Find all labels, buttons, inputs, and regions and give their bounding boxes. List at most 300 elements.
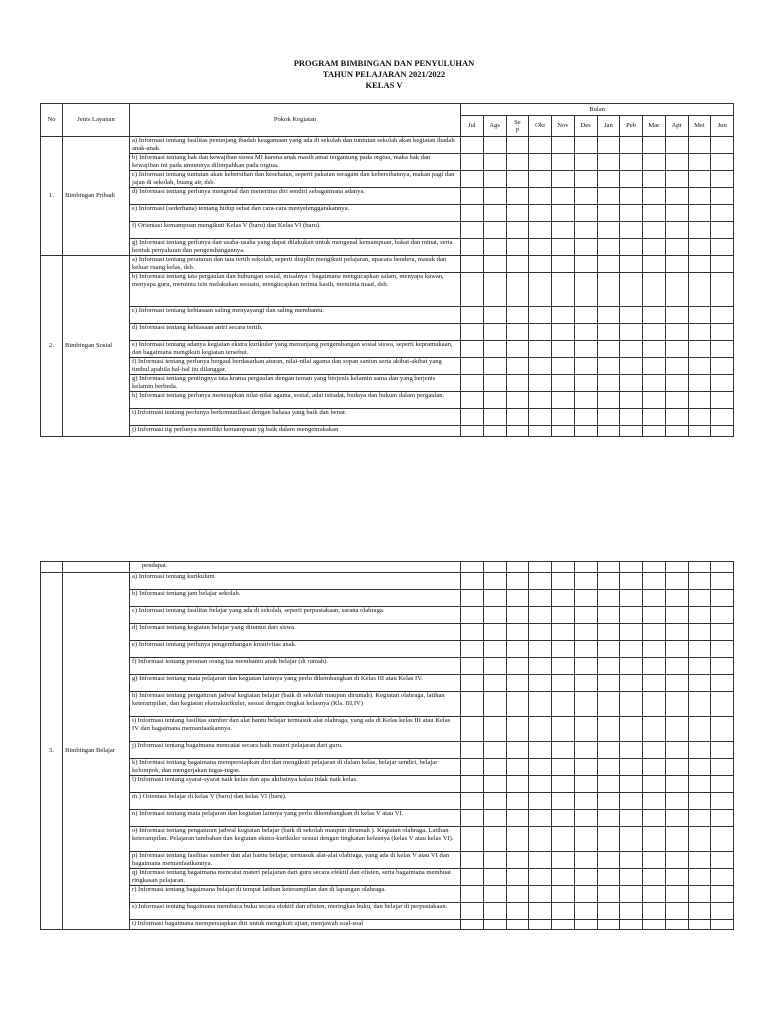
month-cell[interactable] [506,793,529,810]
month-cell[interactable] [643,239,666,256]
month-cell[interactable] [665,324,688,341]
month-cell[interactable] [506,675,529,692]
month-cell[interactable] [711,426,734,437]
month-cell[interactable] [461,562,484,573]
month-cell[interactable] [711,827,734,852]
month-cell[interactable] [597,692,620,717]
month-cell[interactable] [461,852,484,869]
month-cell[interactable] [620,375,643,392]
month-cell[interactable] [574,903,597,920]
month-cell[interactable] [643,256,666,273]
month-cell[interactable] [461,205,484,222]
month-cell[interactable] [506,717,529,742]
month-cell[interactable] [506,573,529,590]
month-cell[interactable] [529,222,552,239]
month-cell[interactable] [711,717,734,742]
month-cell[interactable] [665,810,688,827]
month-cell[interactable] [597,903,620,920]
month-cell[interactable] [529,590,552,607]
month-cell[interactable] [688,239,711,256]
month-cell[interactable] [461,903,484,920]
month-cell[interactable] [461,307,484,324]
month-cell[interactable] [597,392,620,409]
month-cell[interactable] [483,426,506,437]
month-cell[interactable] [688,137,711,154]
month-cell[interactable] [506,409,529,426]
month-cell[interactable] [688,324,711,341]
month-cell[interactable] [643,573,666,590]
month-cell[interactable] [483,903,506,920]
month-cell[interactable] [665,624,688,641]
month-cell[interactable] [552,137,575,154]
month-cell[interactable] [643,392,666,409]
month-cell[interactable] [643,426,666,437]
month-cell[interactable] [461,827,484,852]
month-cell[interactable] [529,188,552,205]
month-cell[interactable] [711,607,734,624]
month-cell[interactable] [574,188,597,205]
month-cell[interactable] [597,205,620,222]
month-cell[interactable] [461,137,484,154]
month-cell[interactable] [506,590,529,607]
month-cell[interactable] [574,692,597,717]
month-cell[interactable] [620,903,643,920]
month-cell[interactable] [552,742,575,759]
month-cell[interactable] [483,273,506,307]
month-cell[interactable] [688,273,711,307]
month-cell[interactable] [665,573,688,590]
month-cell[interactable] [552,852,575,869]
month-cell[interactable] [506,222,529,239]
month-cell[interactable] [574,205,597,222]
month-cell[interactable] [574,886,597,903]
month-cell[interactable] [552,358,575,375]
month-cell[interactable] [711,324,734,341]
month-cell[interactable] [529,717,552,742]
month-cell[interactable] [552,827,575,852]
month-cell[interactable] [483,624,506,641]
month-cell[interactable] [506,171,529,188]
month-cell[interactable] [711,852,734,869]
month-cell[interactable] [529,852,552,869]
month-cell[interactable] [620,742,643,759]
month-cell[interactable] [461,675,484,692]
month-cell[interactable] [529,375,552,392]
month-cell[interactable] [620,810,643,827]
month-cell[interactable] [529,759,552,776]
month-cell[interactable] [461,759,484,776]
month-cell[interactable] [688,810,711,827]
month-cell[interactable] [574,869,597,886]
month-cell[interactable] [461,793,484,810]
month-cell[interactable] [461,239,484,256]
month-cell[interactable] [506,759,529,776]
month-cell[interactable] [529,810,552,827]
month-cell[interactable] [711,256,734,273]
month-cell[interactable] [506,154,529,171]
month-cell[interactable] [711,307,734,324]
month-cell[interactable] [552,392,575,409]
month-cell[interactable] [688,759,711,776]
month-cell[interactable] [665,920,688,930]
month-cell[interactable] [620,188,643,205]
month-cell[interactable] [665,239,688,256]
month-cell[interactable] [643,188,666,205]
month-cell[interactable] [597,256,620,273]
month-cell[interactable] [597,409,620,426]
month-cell[interactable] [529,137,552,154]
month-cell[interactable] [552,562,575,573]
month-cell[interactable] [620,827,643,852]
month-cell[interactable] [620,886,643,903]
month-cell[interactable] [643,869,666,886]
month-cell[interactable] [643,886,666,903]
month-cell[interactable] [552,810,575,827]
month-cell[interactable] [620,562,643,573]
month-cell[interactable] [643,920,666,930]
month-cell[interactable] [711,675,734,692]
month-cell[interactable] [597,869,620,886]
month-cell[interactable] [620,137,643,154]
month-cell[interactable] [688,776,711,793]
month-cell[interactable] [688,717,711,742]
month-cell[interactable] [461,742,484,759]
month-cell[interactable] [506,273,529,307]
month-cell[interactable] [711,869,734,886]
month-cell[interactable] [574,137,597,154]
month-cell[interactable] [461,624,484,641]
month-cell[interactable] [597,239,620,256]
month-cell[interactable] [643,852,666,869]
month-cell[interactable] [597,641,620,658]
month-cell[interactable] [529,171,552,188]
month-cell[interactable] [574,273,597,307]
month-cell[interactable] [597,341,620,358]
month-cell[interactable] [620,358,643,375]
month-cell[interactable] [688,624,711,641]
month-cell[interactable] [665,759,688,776]
month-cell[interactable] [643,658,666,675]
month-cell[interactable] [597,607,620,624]
month-cell[interactable] [665,692,688,717]
month-cell[interactable] [483,675,506,692]
month-cell[interactable] [506,188,529,205]
month-cell[interactable] [665,392,688,409]
month-cell[interactable] [620,692,643,717]
month-cell[interactable] [620,793,643,810]
month-cell[interactable] [688,392,711,409]
month-cell[interactable] [620,392,643,409]
month-cell[interactable] [665,222,688,239]
month-cell[interactable] [688,607,711,624]
month-cell[interactable] [597,658,620,675]
month-cell[interactable] [711,590,734,607]
month-cell[interactable] [552,658,575,675]
month-cell[interactable] [688,573,711,590]
month-cell[interactable] [574,324,597,341]
month-cell[interactable] [483,137,506,154]
month-cell[interactable] [620,607,643,624]
month-cell[interactable] [529,827,552,852]
month-cell[interactable] [529,256,552,273]
month-cell[interactable] [552,641,575,658]
month-cell[interactable] [552,886,575,903]
month-cell[interactable] [711,886,734,903]
month-cell[interactable] [506,869,529,886]
month-cell[interactable] [597,590,620,607]
month-cell[interactable] [461,869,484,886]
month-cell[interactable] [665,776,688,793]
month-cell[interactable] [688,409,711,426]
month-cell[interactable] [620,658,643,675]
month-cell[interactable] [620,171,643,188]
month-cell[interactable] [620,641,643,658]
month-cell[interactable] [506,358,529,375]
month-cell[interactable] [461,324,484,341]
month-cell[interactable] [711,776,734,793]
month-cell[interactable] [620,256,643,273]
month-cell[interactable] [688,307,711,324]
month-cell[interactable] [506,239,529,256]
month-cell[interactable] [665,562,688,573]
month-cell[interactable] [483,256,506,273]
month-cell[interactable] [461,590,484,607]
month-cell[interactable] [506,920,529,930]
month-cell[interactable] [665,742,688,759]
month-cell[interactable] [552,717,575,742]
month-cell[interactable] [711,154,734,171]
month-cell[interactable] [461,717,484,742]
month-cell[interactable] [506,341,529,358]
month-cell[interactable] [643,562,666,573]
month-cell[interactable] [483,692,506,717]
month-cell[interactable] [620,590,643,607]
month-cell[interactable] [461,273,484,307]
month-cell[interactable] [665,205,688,222]
month-cell[interactable] [711,641,734,658]
month-cell[interactable] [529,641,552,658]
month-cell[interactable] [597,358,620,375]
month-cell[interactable] [461,375,484,392]
month-cell[interactable] [620,222,643,239]
month-cell[interactable] [643,137,666,154]
month-cell[interactable] [643,827,666,852]
month-cell[interactable] [483,810,506,827]
month-cell[interactable] [643,324,666,341]
month-cell[interactable] [529,341,552,358]
month-cell[interactable] [620,409,643,426]
month-cell[interactable] [643,810,666,827]
month-cell[interactable] [620,239,643,256]
month-cell[interactable] [461,256,484,273]
month-cell[interactable] [483,392,506,409]
month-cell[interactable] [506,324,529,341]
month-cell[interactable] [529,392,552,409]
month-cell[interactable] [483,658,506,675]
month-cell[interactable] [665,793,688,810]
month-cell[interactable] [574,573,597,590]
month-cell[interactable] [506,256,529,273]
month-cell[interactable] [597,742,620,759]
month-cell[interactable] [574,607,597,624]
month-cell[interactable] [529,239,552,256]
month-cell[interactable] [643,675,666,692]
month-cell[interactable] [574,409,597,426]
month-cell[interactable] [529,154,552,171]
month-cell[interactable] [483,239,506,256]
month-cell[interactable] [574,239,597,256]
month-cell[interactable] [643,171,666,188]
month-cell[interactable] [461,573,484,590]
month-cell[interactable] [574,171,597,188]
month-cell[interactable] [552,869,575,886]
month-cell[interactable] [688,188,711,205]
month-cell[interactable] [529,562,552,573]
month-cell[interactable] [483,641,506,658]
month-cell[interactable] [665,188,688,205]
month-cell[interactable] [506,205,529,222]
month-cell[interactable] [665,154,688,171]
month-cell[interactable] [688,920,711,930]
month-cell[interactable] [665,358,688,375]
month-cell[interactable] [506,137,529,154]
month-cell[interactable] [711,392,734,409]
month-cell[interactable] [711,358,734,375]
month-cell[interactable] [529,658,552,675]
month-cell[interactable] [665,717,688,742]
month-cell[interactable] [620,341,643,358]
month-cell[interactable] [620,759,643,776]
month-cell[interactable] [574,358,597,375]
month-cell[interactable] [620,307,643,324]
month-cell[interactable] [552,205,575,222]
month-cell[interactable] [620,776,643,793]
month-cell[interactable] [552,903,575,920]
month-cell[interactable] [620,675,643,692]
month-cell[interactable] [711,692,734,717]
month-cell[interactable] [643,776,666,793]
month-cell[interactable] [529,624,552,641]
month-cell[interactable] [597,307,620,324]
month-cell[interactable] [620,920,643,930]
month-cell[interactable] [711,239,734,256]
month-cell[interactable] [688,675,711,692]
month-cell[interactable] [665,607,688,624]
month-cell[interactable] [711,759,734,776]
month-cell[interactable] [643,273,666,307]
month-cell[interactable] [552,409,575,426]
month-cell[interactable] [643,793,666,810]
month-cell[interactable] [597,324,620,341]
month-cell[interactable] [643,154,666,171]
month-cell[interactable] [574,154,597,171]
month-cell[interactable] [574,827,597,852]
month-cell[interactable] [574,341,597,358]
month-cell[interactable] [574,562,597,573]
month-cell[interactable] [483,776,506,793]
month-cell[interactable] [552,324,575,341]
month-cell[interactable] [597,562,620,573]
month-cell[interactable] [665,137,688,154]
month-cell[interactable] [711,562,734,573]
month-cell[interactable] [688,222,711,239]
month-cell[interactable] [483,573,506,590]
month-cell[interactable] [461,358,484,375]
month-cell[interactable] [483,793,506,810]
month-cell[interactable] [461,658,484,675]
month-cell[interactable] [506,641,529,658]
month-cell[interactable] [529,607,552,624]
month-cell[interactable] [574,641,597,658]
month-cell[interactable] [552,920,575,930]
month-cell[interactable] [529,205,552,222]
month-cell[interactable] [688,358,711,375]
month-cell[interactable] [483,188,506,205]
month-cell[interactable] [483,358,506,375]
month-cell[interactable] [688,154,711,171]
month-cell[interactable] [688,886,711,903]
month-cell[interactable] [643,409,666,426]
month-cell[interactable] [620,205,643,222]
month-cell[interactable] [665,641,688,658]
month-cell[interactable] [506,776,529,793]
month-cell[interactable] [574,675,597,692]
month-cell[interactable] [574,658,597,675]
month-cell[interactable] [461,392,484,409]
month-cell[interactable] [620,154,643,171]
month-cell[interactable] [483,920,506,930]
month-cell[interactable] [461,426,484,437]
month-cell[interactable] [483,759,506,776]
month-cell[interactable] [552,692,575,717]
month-cell[interactable] [483,742,506,759]
month-cell[interactable] [688,590,711,607]
month-cell[interactable] [529,869,552,886]
month-cell[interactable] [506,852,529,869]
month-cell[interactable] [483,222,506,239]
month-cell[interactable] [552,154,575,171]
month-cell[interactable] [688,692,711,717]
month-cell[interactable] [506,307,529,324]
month-cell[interactable] [711,205,734,222]
month-cell[interactable] [711,742,734,759]
month-cell[interactable] [483,886,506,903]
month-cell[interactable] [529,307,552,324]
month-cell[interactable] [552,171,575,188]
month-cell[interactable] [529,675,552,692]
month-cell[interactable] [643,759,666,776]
month-cell[interactable] [688,827,711,852]
month-cell[interactable] [597,137,620,154]
month-cell[interactable] [643,222,666,239]
month-cell[interactable] [665,273,688,307]
month-cell[interactable] [506,903,529,920]
month-cell[interactable] [711,137,734,154]
month-cell[interactable] [574,920,597,930]
month-cell[interactable] [711,793,734,810]
month-cell[interactable] [597,273,620,307]
month-cell[interactable] [461,810,484,827]
month-cell[interactable] [620,573,643,590]
month-cell[interactable] [529,903,552,920]
month-cell[interactable] [643,607,666,624]
month-cell[interactable] [574,222,597,239]
month-cell[interactable] [552,759,575,776]
month-cell[interactable] [620,852,643,869]
month-cell[interactable] [643,307,666,324]
month-cell[interactable] [574,793,597,810]
month-cell[interactable] [574,307,597,324]
